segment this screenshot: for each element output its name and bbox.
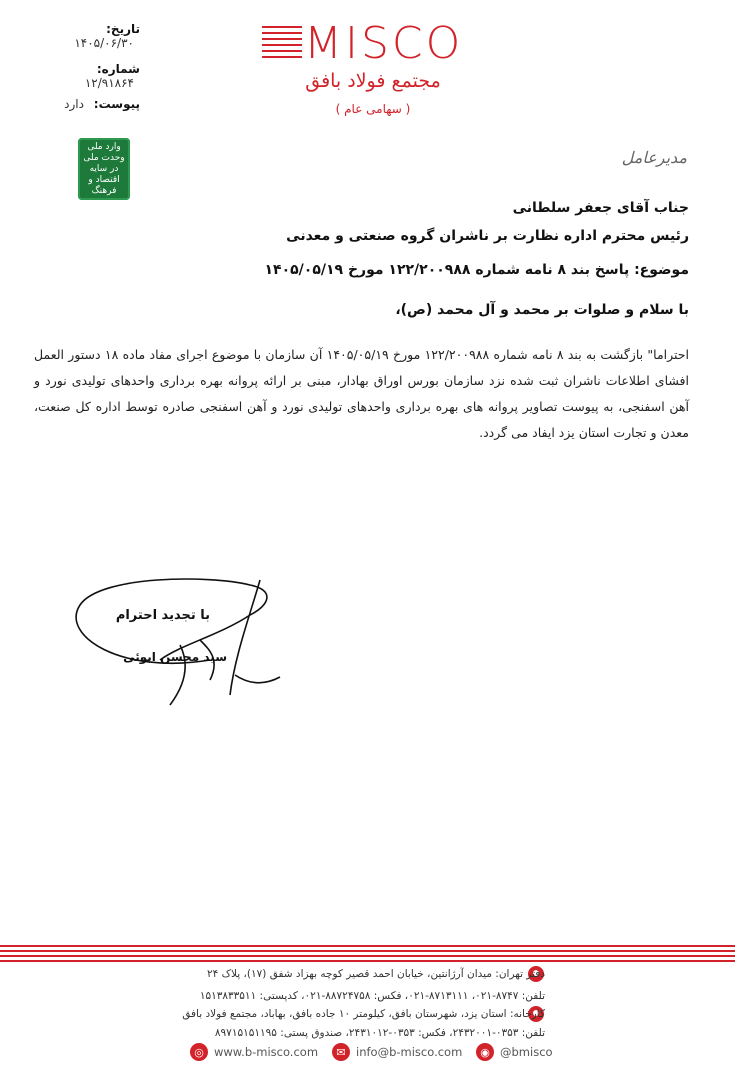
date-row [40,22,140,50]
seal-line: در سایه [89,163,119,174]
footer-stripes [0,945,735,965]
factory-address: کارخانه: استان یزد، شهرستان بافق، کیلومتر ۱۰ جاده بافق، بهاباد، مجتمع فولاد بافق [182,1008,545,1020]
signer-name: سید محسن ابوئی [123,650,227,664]
addressee-name: جناب آقای جعفر سلطانی [512,200,689,216]
company-logo [262,18,484,122]
seal-line: وارد ملی [87,141,121,152]
logo-subtitle: ( سهامی عام ) [335,102,411,116]
date-value: ۱۴۰۵/۰۶/۳۰ [74,36,134,50]
instagram-handle[interactable]: @bmisco [500,1045,553,1059]
number-row [40,62,140,90]
slogan-seal [78,138,130,200]
mail-icon: ✉ [332,1043,350,1061]
logo-stripes [262,26,302,64]
attachment-row [40,97,140,111]
seal-line: اقتصاد و فرهنگ [88,174,120,196]
office-phone: تلفن: ۸۷۴۷-۰۲۱، ۸۷۱۳۱۱۱-۰۲۱، فکس: ۸۸۷۲۴۷۵۸-۰۲۱، کدپستی: ۱۵۱۳۸۳۳۵۱۱ [199,990,545,1002]
instagram-contact[interactable] [476,1043,553,1061]
number-value: ۱۲/۹۱۸۶۴ [84,76,134,90]
email-link[interactable]: info@b-misco.com [356,1045,463,1059]
globe-icon: ◎ [190,1043,208,1061]
letter-body: احتراما" بازگشت به بند ۸ نامه شماره ۱۲۲/۲۰۰۹۸۸ مورخ ۱۴۰۵/۰۵/۱۹ آن سازمان با موضوع اجرای مفاد ماده ۱۸ دستور العمل افشای اطلاعات ناشران ثبت شده نزد سازمان بورس اوراق بهادار، مبنی بر ارائه پروانه بهره برداری واحدهای تولیدی نورد و آهن اسفنجی، به پیوست تصاویر پروانه های بهره برداری واحدهای تولیدی نورد و آهن اسفنجی صادره توسط اداره کل صنعت، معدن و تجارت استان یزد ایفاد می گردد. [34,347,690,440]
ceo-label: مدیرعامل [621,148,687,167]
office-address: دفتر تهران: میدان آرژانتین، خیابان احمد قصیر کوچه بهزاد شفق (۱۷)، پلاک ۲۴ [206,968,545,980]
closing-phrase: با تجدید احترام [115,608,210,623]
handwritten-signature [60,565,290,715]
attachment-value: دارد [64,97,84,111]
website-link[interactable]: www.b-misco.com [214,1045,319,1059]
seal-line: وحدت ملی [83,152,125,163]
number-label: شماره: [96,62,140,76]
addressee-title: رئیس محترم اداره نظارت بر ناشران گروه صنعتی و معدنی [286,228,689,244]
attachment-label: پیوست: [93,97,140,111]
logo-wordmark: MISCO [304,18,464,69]
factory-phone: تلفن: ۰۳۵۳-۲۴۳۲۰۰۱، فکس: ۰۳۵۳-۲۴۳۱۰۱۲، صندوق پستی: ۸۹۷۱۵۱۵۱۱۹۵ [214,1027,545,1039]
instagram-icon: ◉ [476,1043,494,1061]
subject-line: موضوع: پاسخ بند ۸ نامه شماره ۱۲۲/۲۰۰۹۸۸ مورخ ۱۴۰۵/۰۵/۱۹ [264,262,689,278]
logo-name-fa: مجتمع فولاد بافق [305,70,441,92]
greeting: با سلام و صلوات بر محمد و آل محمد (ص)، [395,302,689,318]
date-label: تاریخ: [106,22,140,36]
website-contact[interactable] [190,1043,318,1061]
email-contact[interactable] [332,1043,462,1061]
